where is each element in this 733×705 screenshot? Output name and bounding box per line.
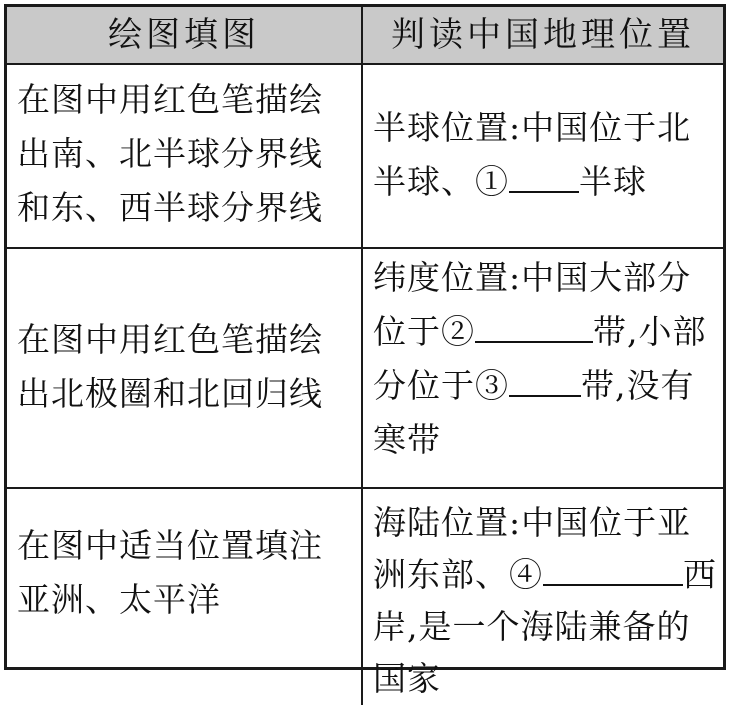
question-text: 纬度位置:中国大部分位于② [373, 258, 692, 351]
question-text: 海陆位置:中国位于亚洲东部、④ [373, 503, 692, 594]
question-text: 带,小部分位于③ [373, 312, 707, 405]
task-text: 在图中适当位置填注亚洲、太平洋 [17, 526, 323, 619]
header-drawing [7, 7, 363, 65]
header-drawing-label: 绘图填图 [108, 15, 260, 55]
task-cell-hemisphere [7, 65, 363, 249]
task-text: 在图中用红色笔描绘出北极圈和北回归线 [17, 320, 323, 413]
task-cell-sea-land [7, 489, 363, 705]
task-text: 在图中用红色笔描绘出南、北半球分界线和东、西半球分界线 [17, 80, 323, 227]
question-cell-latitude [363, 249, 723, 489]
header-location [363, 7, 723, 65]
header-location-label: 判读中国地理位置 [391, 15, 695, 55]
question-text: 西岸,是一个海陆兼备的国家 [373, 555, 717, 698]
geography-table [4, 4, 726, 698]
question-cell-sea-land [363, 489, 723, 705]
answer-blank-3 [509, 365, 581, 397]
question-text: 半球位置:中国位于北半球、① [373, 108, 692, 201]
task-cell-latitude [7, 249, 363, 489]
question-text: 半球 [579, 162, 647, 201]
question-cell-hemisphere [363, 65, 723, 249]
answer-blank-4 [543, 554, 683, 586]
question-text: 带,没有寒带 [373, 366, 695, 459]
answer-blank-1 [509, 161, 579, 193]
answer-blank-2 [475, 311, 593, 343]
